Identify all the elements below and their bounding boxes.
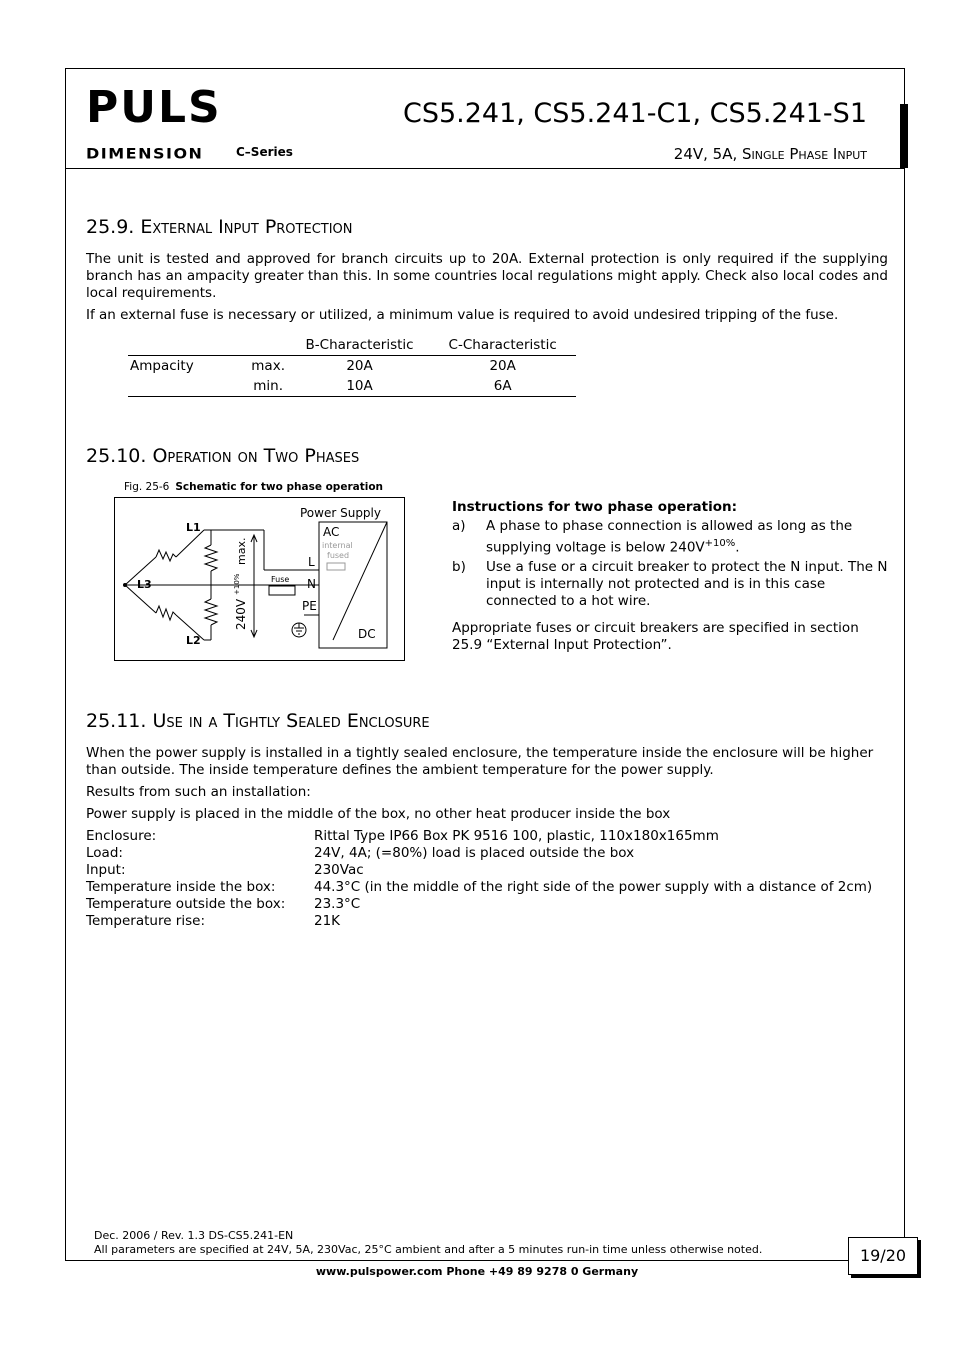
side-marker <box>900 104 908 168</box>
power-supply-label: Power Supply <box>300 506 381 520</box>
section-heading-25-9: 25.9. External Input Protection <box>86 216 353 238</box>
table-cell: max. <box>251 358 285 374</box>
input-pe-label: PE <box>302 599 317 613</box>
page-frame <box>65 68 905 1261</box>
item-text <box>486 518 892 557</box>
contact-line: www.pulspower.com Phone +49 89 9278 0 Germany <box>315 1265 639 1278</box>
result-value: 230Vac <box>314 862 364 878</box>
section-heading-25-11: 25.11. Use in a Tightly Sealed Enclosure <box>86 710 430 732</box>
paragraph: When the power supply is installed in a tightly sealed enclosure, the temperature inside the enclosure will be higher than outside. The inside temperature defines the ambient temperature for the power supply. <box>86 745 874 778</box>
table-cell: 20A <box>489 358 516 374</box>
figure-title: Schematic for two phase operation <box>175 481 384 493</box>
internal-label: internal <box>322 541 353 550</box>
result-value: 44.3°C (in the middle of the right side of the power supply with a distance of 2cm) <box>314 879 873 895</box>
input-n-label: N <box>307 577 316 591</box>
result-value: 23.3°C <box>314 896 361 912</box>
voltage-label: 240V <box>234 598 248 630</box>
label-l1: L1 <box>186 521 201 534</box>
fuse-label: Fuse <box>271 575 290 584</box>
item-text: Use a fuse or a circuit breaker to protect the N input. The N input is internally not protected and is in this case connected to a hot wire. <box>486 558 888 609</box>
result-value: Rittal Type IP66 Box PK 9516 100, plastic, 110x180x165mm <box>314 828 719 844</box>
max-label: max. <box>235 537 248 565</box>
item-text-main: A phase to phase connection is allowed as long as the supplying voltage is below 240V <box>486 518 853 556</box>
table-cell: 10A <box>290 376 429 397</box>
paragraph: Power supply is placed in the middle of the box, no other heat producer inside the box <box>86 806 671 822</box>
two-phase-instructions <box>452 499 892 654</box>
ac-label: AC <box>323 525 340 539</box>
table-cell: 20A <box>346 358 373 374</box>
item-sup: +10% <box>704 538 736 549</box>
result-row <box>86 862 872 879</box>
paragraph: If an external fuse is necessary or utilized, a minimum value is required to avoid undesired tripping of the fuse. <box>86 307 839 323</box>
table-row <box>128 376 576 397</box>
item-tail: . <box>735 539 740 556</box>
page-title: CS5.241, CS5.241-C1, CS5.241-S1 <box>402 98 867 129</box>
page-number: 19/20 <box>848 1237 918 1275</box>
result-key: Temperature rise: <box>86 913 205 929</box>
list-item <box>452 518 892 557</box>
dimension-logo: DIMENSION <box>86 144 204 163</box>
paragraph: The unit is tested and approved for branch circuits up to 20A. External protection is only required if the supplying branch has an ampacity greater than this. In some countries local regulations might apply. Check also local codes and local requirements. <box>86 251 888 301</box>
table-row <box>128 356 576 377</box>
figure-caption <box>124 481 383 493</box>
result-key: Input: <box>86 862 126 878</box>
page-subtitle: 24V, 5A, Single Phase Input <box>673 145 867 163</box>
instructions-title: Instructions for two phase operation: <box>452 499 738 515</box>
puls-logo: PULS <box>86 82 222 133</box>
item-label: a) <box>452 518 466 534</box>
result-value: 24V, 4A; (=80%) load is placed outside the box <box>314 845 635 861</box>
parameters-note: All parameters are specified at 24V, 5A, 230Vac, 25°C ambient and after a 5 minutes run-in time unless otherwise noted. <box>94 1243 763 1256</box>
figure-number: Fig. 25-6 <box>124 481 170 493</box>
footer-notes <box>94 1229 762 1257</box>
item-label: b) <box>452 558 466 575</box>
table-cell: 6A <box>429 376 576 397</box>
result-row <box>86 896 872 913</box>
result-row <box>86 845 872 862</box>
two-phase-schematic <box>114 497 405 661</box>
col-b-header: B-Characteristic <box>290 335 429 356</box>
instructions-note: Appropriate fuses or circuit breakers are specified in section 25.9 “External Input Protection”. <box>452 619 859 653</box>
list-item <box>452 559 892 610</box>
section-heading-25-10: 25.10. Operation on Two Phases <box>86 445 360 467</box>
row-label: Ampacity <box>130 358 194 374</box>
dc-label: DC <box>358 627 376 641</box>
voltage-tolerance: +10% <box>233 573 241 595</box>
result-row <box>86 828 872 845</box>
series-label: C–Series <box>236 145 293 159</box>
result-key: Load: <box>86 845 123 861</box>
header-divider <box>65 168 905 169</box>
result-row <box>86 913 872 930</box>
fused-label: fused <box>327 551 350 560</box>
table-cell: min. <box>246 376 289 397</box>
input-l-label: L <box>308 555 315 569</box>
label-l3: L3 <box>137 578 152 591</box>
result-row <box>86 879 872 896</box>
label-l2: L2 <box>186 634 201 647</box>
result-key: Temperature inside the box: <box>86 879 276 895</box>
result-key: Temperature outside the box: <box>86 896 286 912</box>
ampacity-table <box>128 335 576 397</box>
paragraph: Results from such an installation: <box>86 784 311 800</box>
enclosure-results <box>86 828 872 930</box>
revision-info: Dec. 2006 / Rev. 1.3 DS-CS5.241-EN <box>94 1229 294 1242</box>
col-c-header: C-Characteristic <box>429 335 576 356</box>
result-value: 21K <box>314 913 341 929</box>
result-key: Enclosure: <box>86 828 157 844</box>
